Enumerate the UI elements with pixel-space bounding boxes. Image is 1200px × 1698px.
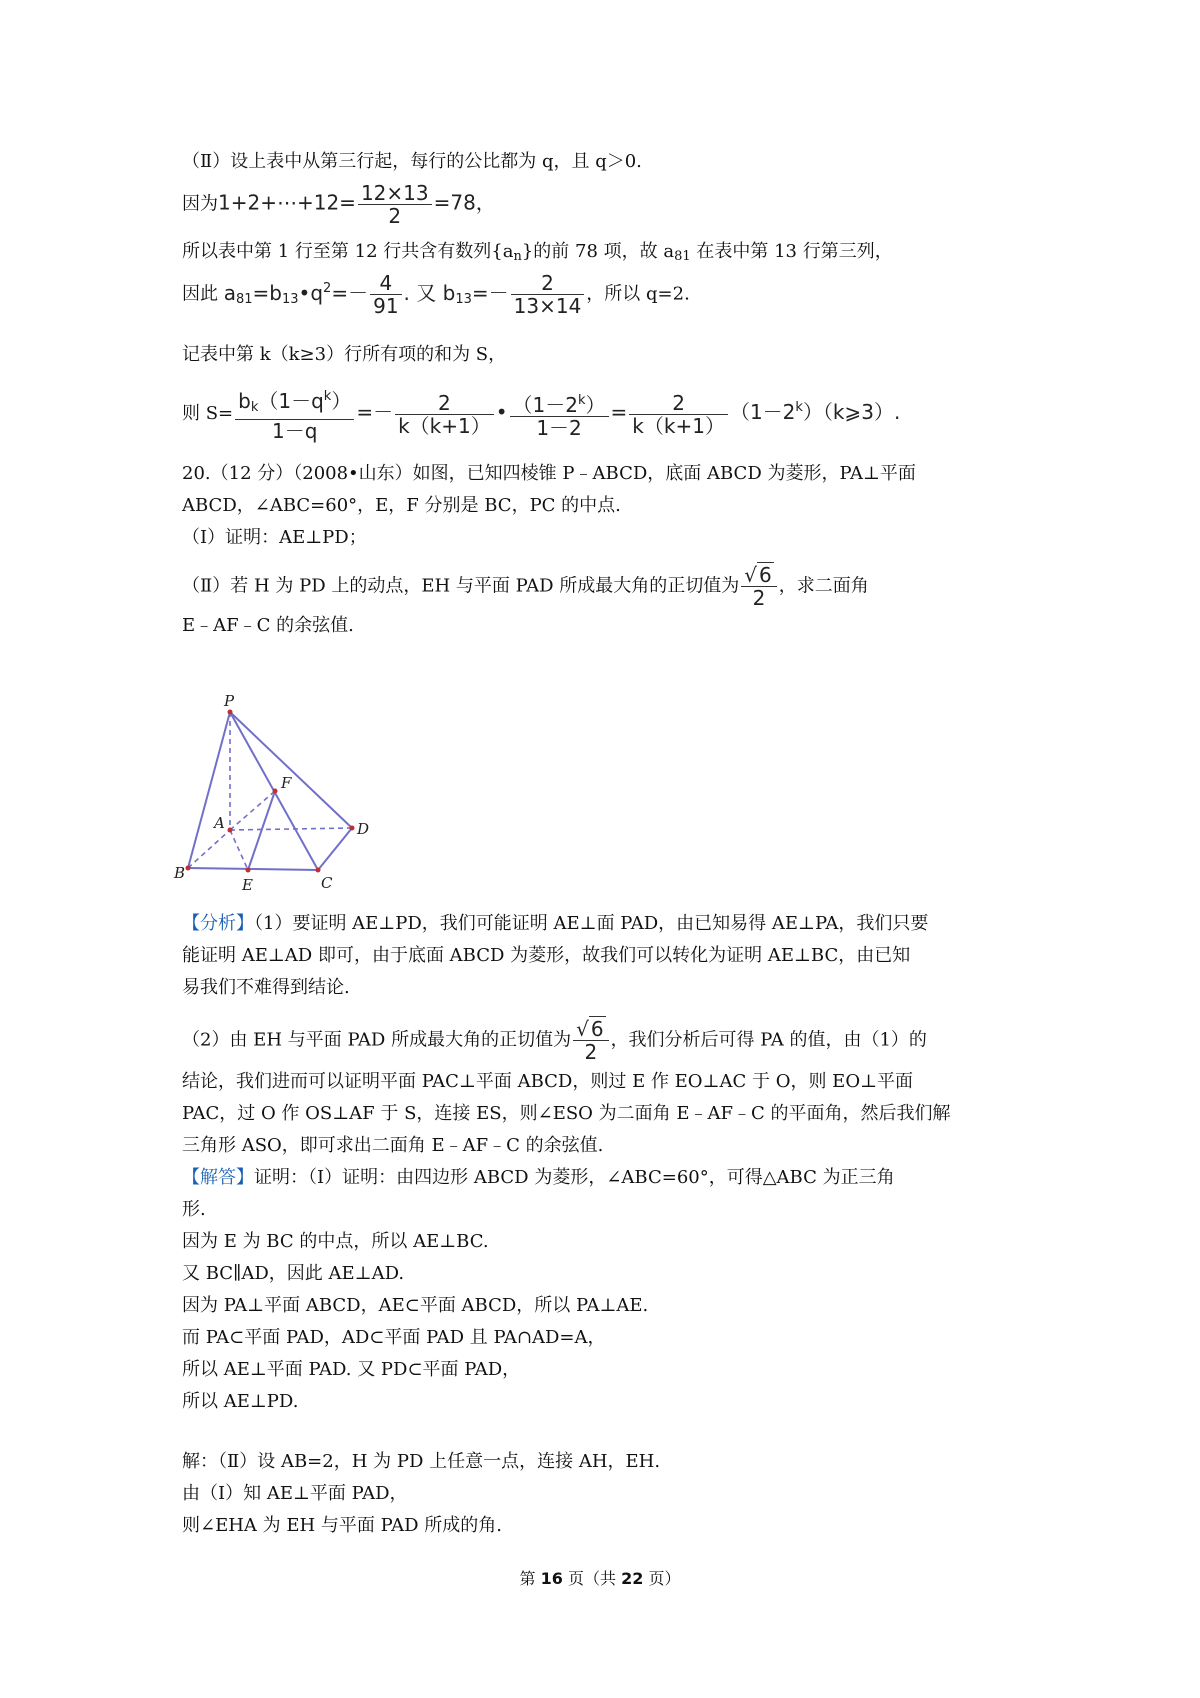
label-d: D <box>357 820 370 838</box>
text: 证明：（Ⅰ）证明：由四边形 ABCD 为菱形，∠ABC=60°，可得△ABC 为正三角 <box>254 1167 895 1188</box>
problem-20-line: （Ⅰ）证明：AE⊥PD； <box>182 527 367 548</box>
analysis-line: 易我们不难得到结论. <box>182 977 350 998</box>
page-number: 16 <box>540 1569 563 1588</box>
subscript: n <box>513 249 522 264</box>
answer-line: 因为 PA⊥平面 ABCD，AE⊂平面 ABCD，所以 PA⊥AE. <box>182 1295 649 1316</box>
fraction: $\frac{4}{91}$ <box>370 272 401 317</box>
edge-fe <box>248 791 275 870</box>
problem-20-line <box>182 564 869 609</box>
text-line <box>182 240 893 269</box>
answer-line: 而 PA⊂平面 PAD，AD⊂平面 PAD 且 PA∩AD=A， <box>182 1327 606 1348</box>
text-line: （Ⅱ）设上表中从第三行起，每行的公比都为 q，且 q＞0. <box>182 151 642 172</box>
label-e: E <box>242 876 253 894</box>
answer-line: 形. <box>182 1199 206 1220</box>
edge-cd <box>318 828 352 870</box>
answer-line: 解：（Ⅱ）设 AB=2，H 为 PD 上任意一点，连接 AH，EH. <box>182 1451 661 1472</box>
answer-tag: 【解答】 <box>182 1167 254 1188</box>
math-expr: $(1-2^k)(k⩾3)$. <box>729 400 901 424</box>
answer-line: 因为 E 为 BC 的中点，所以 AE⊥BC. <box>182 1231 489 1252</box>
sum-equation <box>182 182 496 227</box>
answer-line: 则∠EHA 为 EH 与平面 PAD 所成的角. <box>182 1515 502 1536</box>
analysis-line <box>182 912 928 936</box>
math-expr: • <box>495 400 508 424</box>
analysis-line <box>182 1018 927 1063</box>
text: 在表中第 13 行第三列， <box>690 241 893 262</box>
analysis-line: 结论，我们进而可以证明平面 PAC⊥平面 ABCD，则过 E 作 EO⊥AC 于 O，则 EO⊥平面 <box>182 1071 914 1092</box>
answer-line: 所以 AE⊥平面 PAD. 又 PD⊂平面 PAD， <box>182 1359 521 1380</box>
subscript: 81 <box>674 249 691 264</box>
fraction-denominator: 2 <box>388 204 402 228</box>
fraction-numerator: 12×13 <box>358 182 432 205</box>
fraction: $\frac{2}{13\times 14}$ <box>511 272 585 317</box>
math-expr: 1+2+⋯+12= <box>218 190 356 215</box>
answer-line: 由（Ⅰ）知 AE⊥平面 PAD， <box>182 1483 408 1504</box>
text: 所以表中第 1 行至第 12 行共含有数列{a <box>182 241 514 262</box>
page-total: 22 <box>621 1569 644 1588</box>
edge-ad-hidden <box>230 828 352 830</box>
analysis-line: 能证明 AE⊥AD 即可，由于底面 ABCD 为菱形，故我们可以转化为证明 AE⊥BC，由已知 <box>182 945 911 966</box>
edge-ba-hidden <box>188 830 230 868</box>
math-expr: $a_{81}=b_{13}•q^2=-$ <box>223 280 369 307</box>
fraction: $\frac{√ 6}{2}$ <box>573 1018 608 1063</box>
edge-bc <box>188 868 318 870</box>
point-a <box>228 828 233 833</box>
answer-line: 所以 AE⊥PD. <box>182 1391 299 1412</box>
text: ，求二面角 <box>778 575 869 597</box>
answer-line <box>182 1166 895 1190</box>
math-expr: = <box>610 400 628 424</box>
text: （2）由 EH 与平面 PAD 所成最大角的正切值为 <box>182 1029 572 1051</box>
page-footer: 第 16 页（共 22 页） <box>519 1569 681 1588</box>
point-e <box>246 868 251 873</box>
label-f: F <box>281 774 292 792</box>
text: 则 S= <box>182 403 234 424</box>
text: 因为 <box>182 193 218 215</box>
fraction: $\frac{2}{k(k+1)}$ <box>629 392 728 437</box>
answer-line: 又 BC∥AD，因此 AE⊥AD. <box>182 1263 405 1284</box>
text: ，我们分析后可得 PA 的值，由（1）的 <box>610 1029 927 1051</box>
point-p <box>228 710 233 715</box>
point-c <box>316 868 321 873</box>
text: （1）要证明 AE⊥PD，我们可能证明 AE⊥面 PAD，由已知易得 AE⊥PA，我们只要 <box>254 913 929 934</box>
fraction: $\frac{2}{k(k+1)}$ <box>395 392 494 437</box>
fraction <box>358 182 432 227</box>
label-a: A <box>214 814 225 832</box>
edge-pb <box>188 712 230 868</box>
text: }的前 78 项，故 a <box>521 241 675 262</box>
edge-pd <box>230 712 352 828</box>
label-b: B <box>174 864 186 882</box>
q-equation <box>182 272 690 317</box>
text-line: 记表中第 k（k≥3）行所有项的和为 S， <box>182 344 507 365</box>
label-p: P <box>224 692 235 710</box>
text: （Ⅱ）若 H 为 PD 上的动点，EH 与平面 PAD 所成最大角的正切值为 <box>182 575 740 597</box>
sum-s-equation <box>182 386 900 442</box>
analysis-line: 三角形 ASO，即可求出二面角 E﹣AF﹣C 的余弦值. <box>182 1135 604 1156</box>
math-expr: =78， <box>433 190 496 215</box>
pyramid-figure <box>174 690 440 900</box>
fraction: $\frac{√ 6}{2}$ <box>741 564 776 609</box>
edge-ae-hidden <box>230 830 248 870</box>
label-c: C <box>321 874 333 892</box>
text: ，所以 q=2. <box>586 283 690 305</box>
fraction: $\frac{(1-2^k)}{1-2}$ <box>510 390 609 439</box>
problem-20-line: E﹣AF﹣C 的余弦值. <box>182 615 354 636</box>
text: 因此 <box>182 283 224 305</box>
analysis-line: PAC，过 O 作 OS⊥AF 于 S，连接 ES，则∠ESO 为二面角 E﹣AF﹣C 的平面角，然后我们解 <box>182 1103 951 1124</box>
problem-20-line: ABCD，∠ABC=60°，E，F 分别是 BC，PC 的中点. <box>182 495 621 516</box>
point-b <box>186 866 191 871</box>
math-expr: =－ <box>356 400 394 424</box>
analysis-tag: 【分析】 <box>182 913 254 934</box>
point-d <box>350 826 355 831</box>
point-f <box>273 789 278 794</box>
problem-20-line: 20.（12 分）（2008•山东）如图，已知四棱锥 P﹣ABCD，底面 ABCD 为菱形，PA⊥平面 <box>182 463 916 484</box>
sqrt-symbol: √ 6 <box>576 1017 604 1041</box>
sqrt-symbol: √ 6 <box>744 563 772 587</box>
fraction: $\frac{b_k(1-q^k)}{1-q}$ <box>235 386 354 442</box>
math-expr: . 又 $b_{13}=-$ <box>403 280 509 307</box>
